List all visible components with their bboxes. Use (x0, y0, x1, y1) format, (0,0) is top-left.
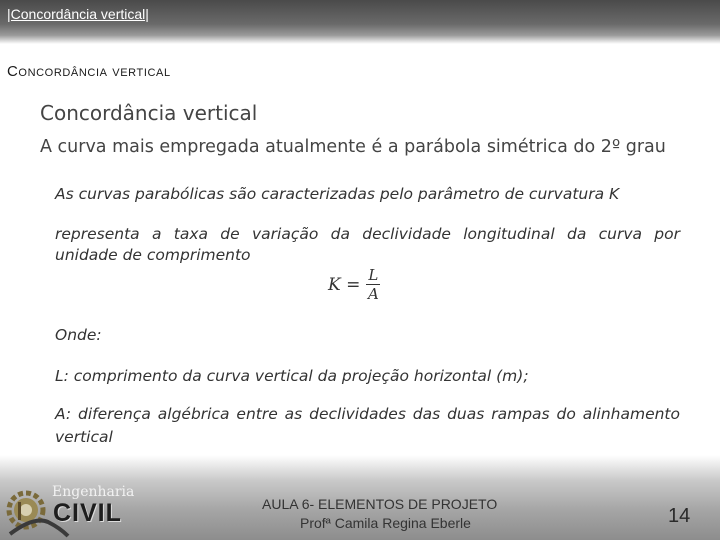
paragraph-rate-line2: unidade de comprimento (55, 246, 251, 264)
definition-a-line2: vertical (55, 428, 113, 446)
footer-instructor: Profª Camila Regina Eberle (300, 515, 471, 531)
formula-k (328, 266, 380, 303)
formula-fraction (366, 266, 380, 303)
logo-text-main: CIVIL (53, 499, 122, 527)
paragraph-rate-line1: representa a taxa de variação da declividade longitudinal da curva por (55, 225, 680, 243)
formula-numerator: L (368, 266, 379, 284)
top-title: |Concordância vertical| (7, 6, 149, 22)
formula-lhs: K = (328, 274, 361, 295)
page-number: 14 (668, 505, 691, 527)
footer-course-title: AULA 6- ELEMENTOS DE PROJETO (262, 496, 498, 512)
content-title: Concordância vertical (40, 101, 258, 125)
paragraph-curvature-parameter: As curvas parabólicas são caracterizadas pelo parâmetro de curvatura K (55, 185, 620, 203)
definition-l: L: comprimento da curva vertical da projeção horizontal (m); (55, 367, 529, 385)
onde-label: Onde: (55, 326, 102, 344)
logo-text-top: Engenharia (52, 484, 135, 500)
definition-a-line1: A: diferença algébrica entre as declividades das duas rampas do alinhamento (55, 405, 680, 423)
slide-heading: Concordância vertical (7, 63, 171, 80)
formula-denominator: A (367, 285, 379, 303)
content-subtitle: A curva mais empregada atualmente é a parábola simétrica do 2º grau (40, 137, 666, 157)
